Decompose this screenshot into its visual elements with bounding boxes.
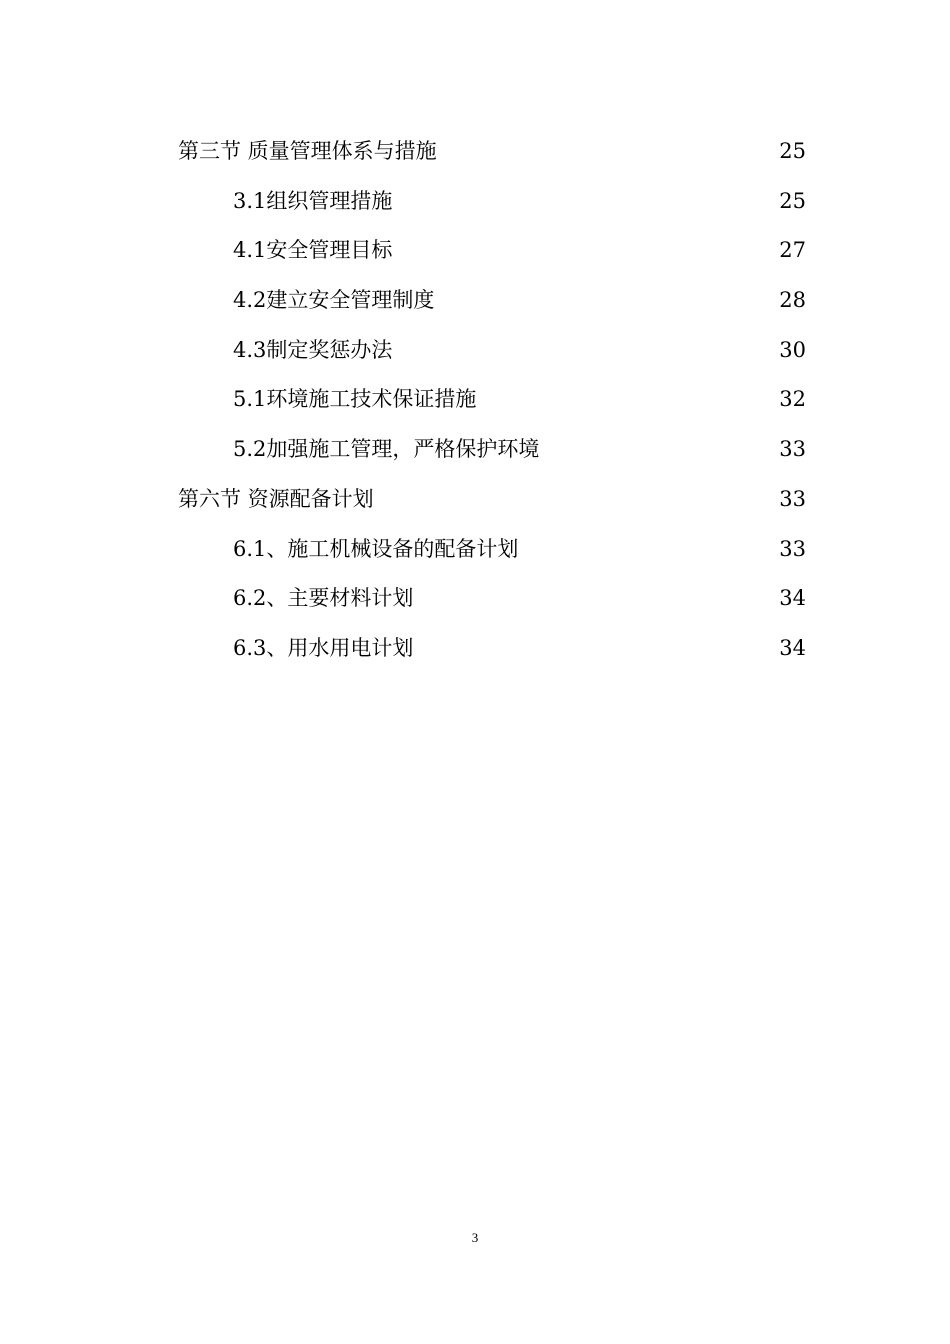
toc-entry-title[interactable]: 6.2、主要材料计划 (233, 586, 414, 611)
toc-entry-title[interactable]: 3.1组织管理措施 (233, 188, 393, 213)
toc-entry[interactable] (0, 531, 950, 581)
toc-entry-title[interactable]: 6.1、施工机械设备的配备计划 (233, 536, 519, 561)
toc-entry-title[interactable]: 第六节 资源配备计划 (178, 486, 374, 511)
toc-entry-title[interactable]: 5.2加强施工管理，严格保护环境 (233, 437, 540, 462)
toc-entry-page[interactable]: 28 (779, 288, 806, 313)
toc-entry[interactable] (0, 232, 950, 282)
toc-entry[interactable] (0, 630, 950, 680)
toc-entry-page[interactable]: 25 (779, 139, 806, 163)
toc-entry[interactable] (0, 133, 950, 183)
table-of-contents (0, 133, 950, 680)
toc-entry-title[interactable]: 4.1安全管理目标 (233, 238, 393, 263)
toc-entry-title[interactable]: 6.3、用水用电计划 (233, 635, 414, 660)
toc-entry-title[interactable]: 4.3制定奖惩办法 (233, 337, 393, 362)
toc-entry-page[interactable]: 33 (779, 437, 806, 462)
toc-entry-title[interactable]: 4.2建立安全管理制度 (233, 288, 435, 313)
page-number: 3 (471, 1230, 479, 1245)
toc-entry[interactable] (0, 580, 950, 630)
toc-entry-page[interactable]: 33 (779, 536, 806, 561)
toc-entry-page[interactable]: 32 (779, 387, 806, 412)
toc-entry[interactable] (0, 431, 950, 481)
toc-entry-page[interactable]: 33 (779, 486, 806, 511)
toc-entry-page[interactable]: 34 (779, 635, 806, 660)
toc-entry-page[interactable]: 34 (779, 586, 806, 611)
toc-entry[interactable] (0, 481, 950, 531)
toc-entry-page[interactable]: 25 (779, 188, 806, 213)
toc-entry[interactable] (0, 183, 950, 233)
toc-entry-title[interactable]: 第三节 质量管理体系与措施 (178, 139, 437, 163)
toc-entry-page[interactable]: 27 (779, 238, 806, 263)
toc-entry[interactable] (0, 332, 950, 382)
toc-entry[interactable] (0, 381, 950, 431)
toc-entry-page[interactable]: 30 (779, 337, 806, 362)
toc-entry[interactable] (0, 282, 950, 332)
toc-entry-title[interactable]: 5.1环境施工技术保证措施 (233, 387, 477, 412)
